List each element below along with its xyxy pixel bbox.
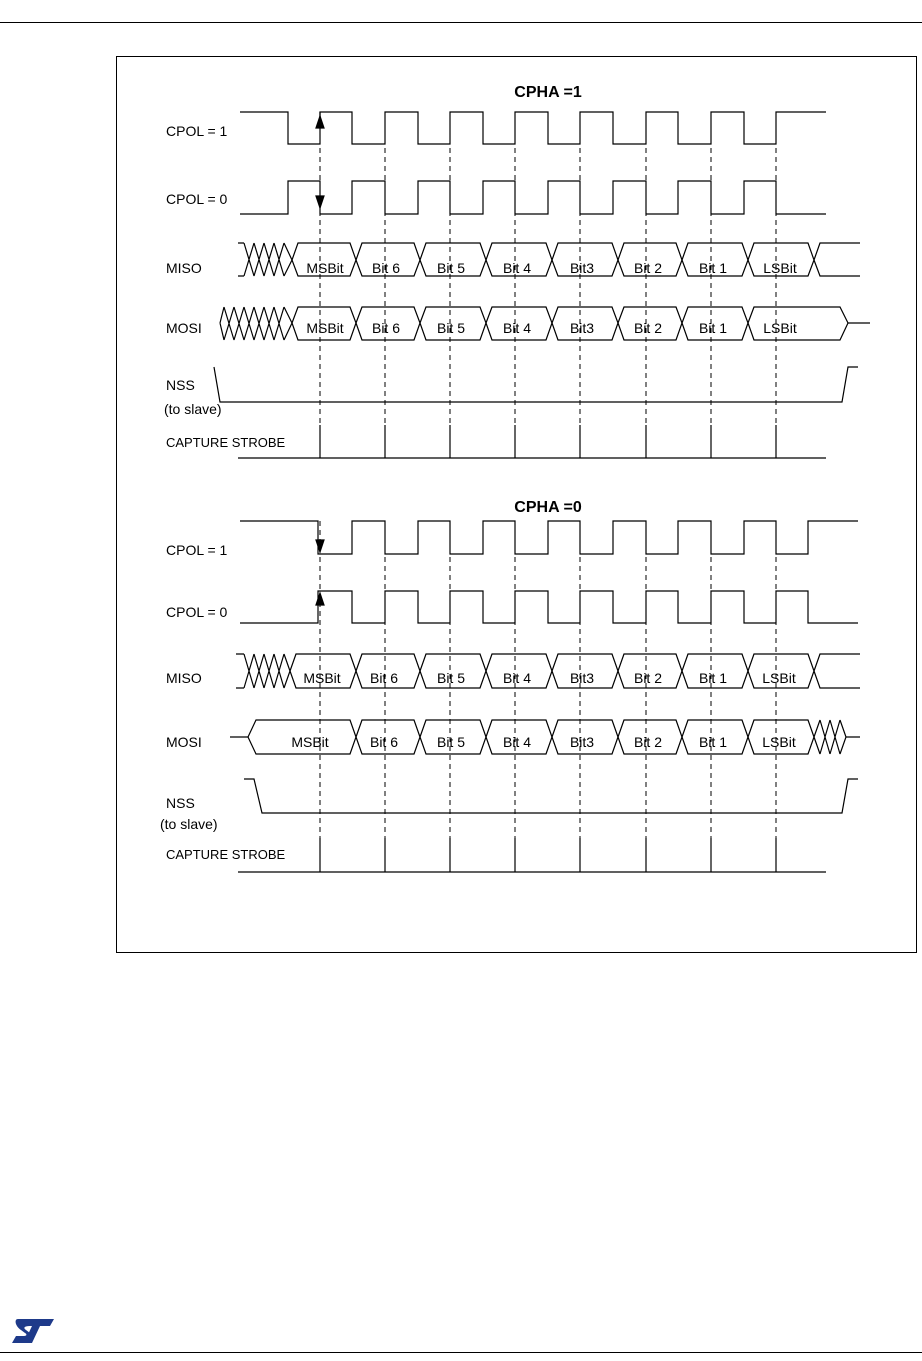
bit-label: Bit 1: [698, 320, 728, 336]
bit-label: Bit 5: [436, 260, 466, 276]
cpol1-clock-bottom: [240, 521, 858, 554]
bit-label: Bit 1: [698, 670, 728, 686]
bit-label: Bit 2: [633, 734, 663, 750]
footer-rule: [0, 1352, 922, 1353]
label-strobe-top: CAPTURE STROBE: [166, 435, 286, 450]
bit-label: Bit 4: [502, 260, 532, 276]
bit-label: Bit 1: [698, 260, 728, 276]
bit-label: Bit3: [569, 320, 595, 336]
bit-label: Bit3: [569, 260, 595, 276]
label-nss-sub-bottom: (to slave): [160, 816, 218, 832]
timing-guides-bottom: [320, 521, 776, 872]
edge-arrows-bottom: [316, 540, 324, 605]
bit-label: Bit 2: [633, 260, 663, 276]
label-mosi-bottom: MOSI: [166, 734, 202, 750]
bit-label: LSBit: [763, 260, 797, 276]
bit-label: LSBit: [762, 734, 796, 750]
bit-label: LSBit: [763, 320, 797, 336]
bit-label: Bit 2: [633, 320, 663, 336]
bit-label: Bit 1: [698, 734, 728, 750]
label-strobe-bottom: CAPTURE STROBE: [166, 847, 286, 862]
cpol0-clock-top: [240, 181, 826, 214]
label-miso-bottom: MISO: [166, 670, 202, 686]
bit-label: Bit3: [569, 670, 595, 686]
bit-label: MSBit: [303, 670, 341, 686]
bit-label: Bit 4: [502, 734, 532, 750]
label-cpol0-bottom: CPOL = 0: [166, 604, 228, 620]
section-title-cpha0: CPHA =0: [514, 499, 582, 516]
bit-label: Bit 5: [436, 320, 466, 336]
st-logo-icon: [10, 1317, 56, 1345]
label-mosi-top: MOSI: [166, 320, 202, 336]
label-nss-top: NSS: [166, 377, 195, 393]
timing-guides-top: [320, 112, 776, 458]
label-nss-sub-top: (to slave): [164, 401, 222, 417]
bit-label: LSBit: [762, 670, 796, 686]
bit-label: Bit 4: [502, 670, 532, 686]
label-cpol1-bottom: CPOL = 1: [166, 542, 228, 558]
label-cpol0-top: CPOL = 0: [166, 191, 228, 207]
bit-label: Bit 5: [436, 734, 466, 750]
section-title-cpha1: CPHA =1: [514, 84, 582, 101]
label-nss-bottom: NSS: [166, 795, 195, 811]
cpol0-clock-bottom: [240, 591, 858, 623]
bit-label: MSBit: [306, 260, 344, 276]
bit-label: Bit 6: [371, 320, 401, 336]
capture-strobe-bottom: [238, 838, 826, 872]
bit-label: Bit 4: [502, 320, 532, 336]
bit-label: Bit 6: [371, 260, 401, 276]
capture-strobe-top: [238, 425, 826, 458]
bit-label: Bit 2: [633, 670, 663, 686]
nss-waveform-top: [214, 367, 858, 402]
label-cpol1-top: CPOL = 1: [166, 123, 228, 139]
label-miso-top: MISO: [166, 260, 202, 276]
bit-label: Bit 6: [369, 670, 399, 686]
bit-label: Bit3: [569, 734, 595, 750]
bit-label: Bit 5: [436, 670, 466, 686]
bit-label: Bit 6: [369, 734, 399, 750]
bit-label: MSBit: [306, 320, 344, 336]
nss-waveform-bottom: [244, 779, 858, 813]
cpol1-clock-top: [240, 112, 826, 144]
bit-label: MSBit: [291, 734, 329, 750]
